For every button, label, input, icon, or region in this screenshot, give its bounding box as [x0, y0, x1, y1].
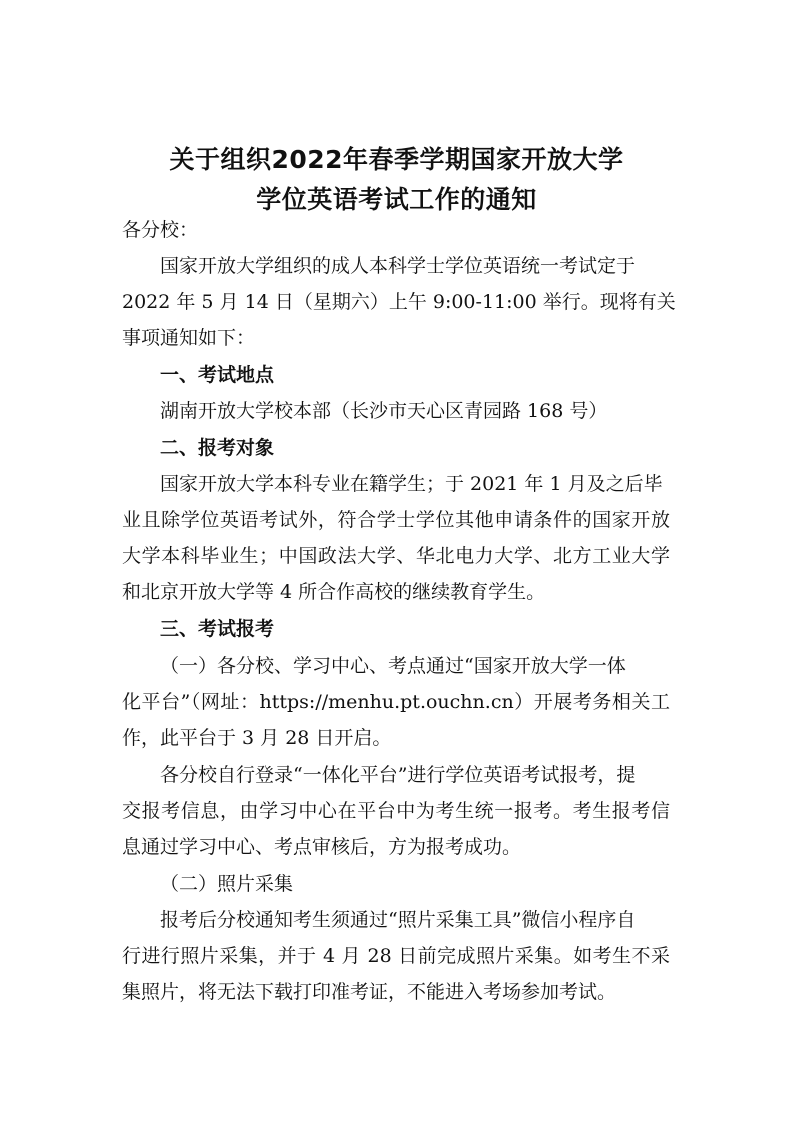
section-2-line-4: 和北京开放大学等 4 所合作高校的继续教育学生。: [122, 581, 546, 603]
section-2-line-1: 国家开放大学本科专业在籍学生；于 2021 年 1 月及之后毕: [160, 473, 663, 495]
section-1-heading: 一、考试地点: [160, 364, 275, 386]
section-3-para-2-line-2: 交报考信息，由学习中心在平台中为考生统一报考。考生报考信: [122, 800, 670, 822]
section-3-sub-1-line-2: 化平台”（网址：https://menhu.pt.ouchn.cn）开展考务相关工: [122, 691, 670, 713]
section-3-sub-2-heading: （二）照片采集: [160, 873, 294, 895]
section-2-line-2: 业且除学位英语考试外，符合学士学位其他申请条件的国家开放: [122, 509, 670, 531]
section-3-sub-1-line-3: 作，此平台于 3 月 28 日开启。: [122, 727, 392, 749]
intro-line-3: 事项通知如下：: [122, 327, 256, 349]
section-2-heading: 二、报考对象: [160, 437, 275, 459]
notice-title-line-2: 学位英语考试工作的通知: [256, 185, 537, 214]
section-3-sub-1-line-1: （一）各分校、学习中心、考点通过“国家开放大学一体: [160, 655, 626, 677]
section-3-sub-2-line-3: 集照片，将无法下载打印准考证，不能进入考场参加考试。: [122, 981, 617, 1003]
intro-line-2: 2022 年 5 月 14 日（星期六）上午 9:00-11:00 举行。现将有关: [122, 291, 676, 313]
section-3-para-2-line-3: 息通过学习中心、考点审核后，方为报考成功。: [122, 836, 522, 858]
section-1-line-1: 湖南开放大学校本部（长沙市天心区青园路 168 号）: [160, 400, 608, 422]
section-3-sub-2-line-1: 报考后分校通知考生须通过“照片采集工具”微信小程序自: [160, 909, 636, 931]
intro-line-1: 国家开放大学组织的成人本科学士学位英语统一考试定于: [160, 255, 636, 277]
section-3-sub-2-line-2: 行进行照片采集，并于 4 月 28 日前完成照片采集。如考生不采: [122, 945, 670, 967]
salutation: 各分校：: [122, 219, 199, 241]
section-3-para-2-line-1: 各分校自行登录“一体化平台”进行学位英语考试报考，提: [160, 764, 636, 786]
section-2-line-3: 大学本科毕业生；中国政法大学、华北电力大学、北方工业大学: [122, 545, 670, 567]
section-3-heading: 三、考试报考: [160, 618, 275, 640]
notice-title-line-1: 关于组织2022年春季学期国家开放大学: [169, 145, 624, 174]
